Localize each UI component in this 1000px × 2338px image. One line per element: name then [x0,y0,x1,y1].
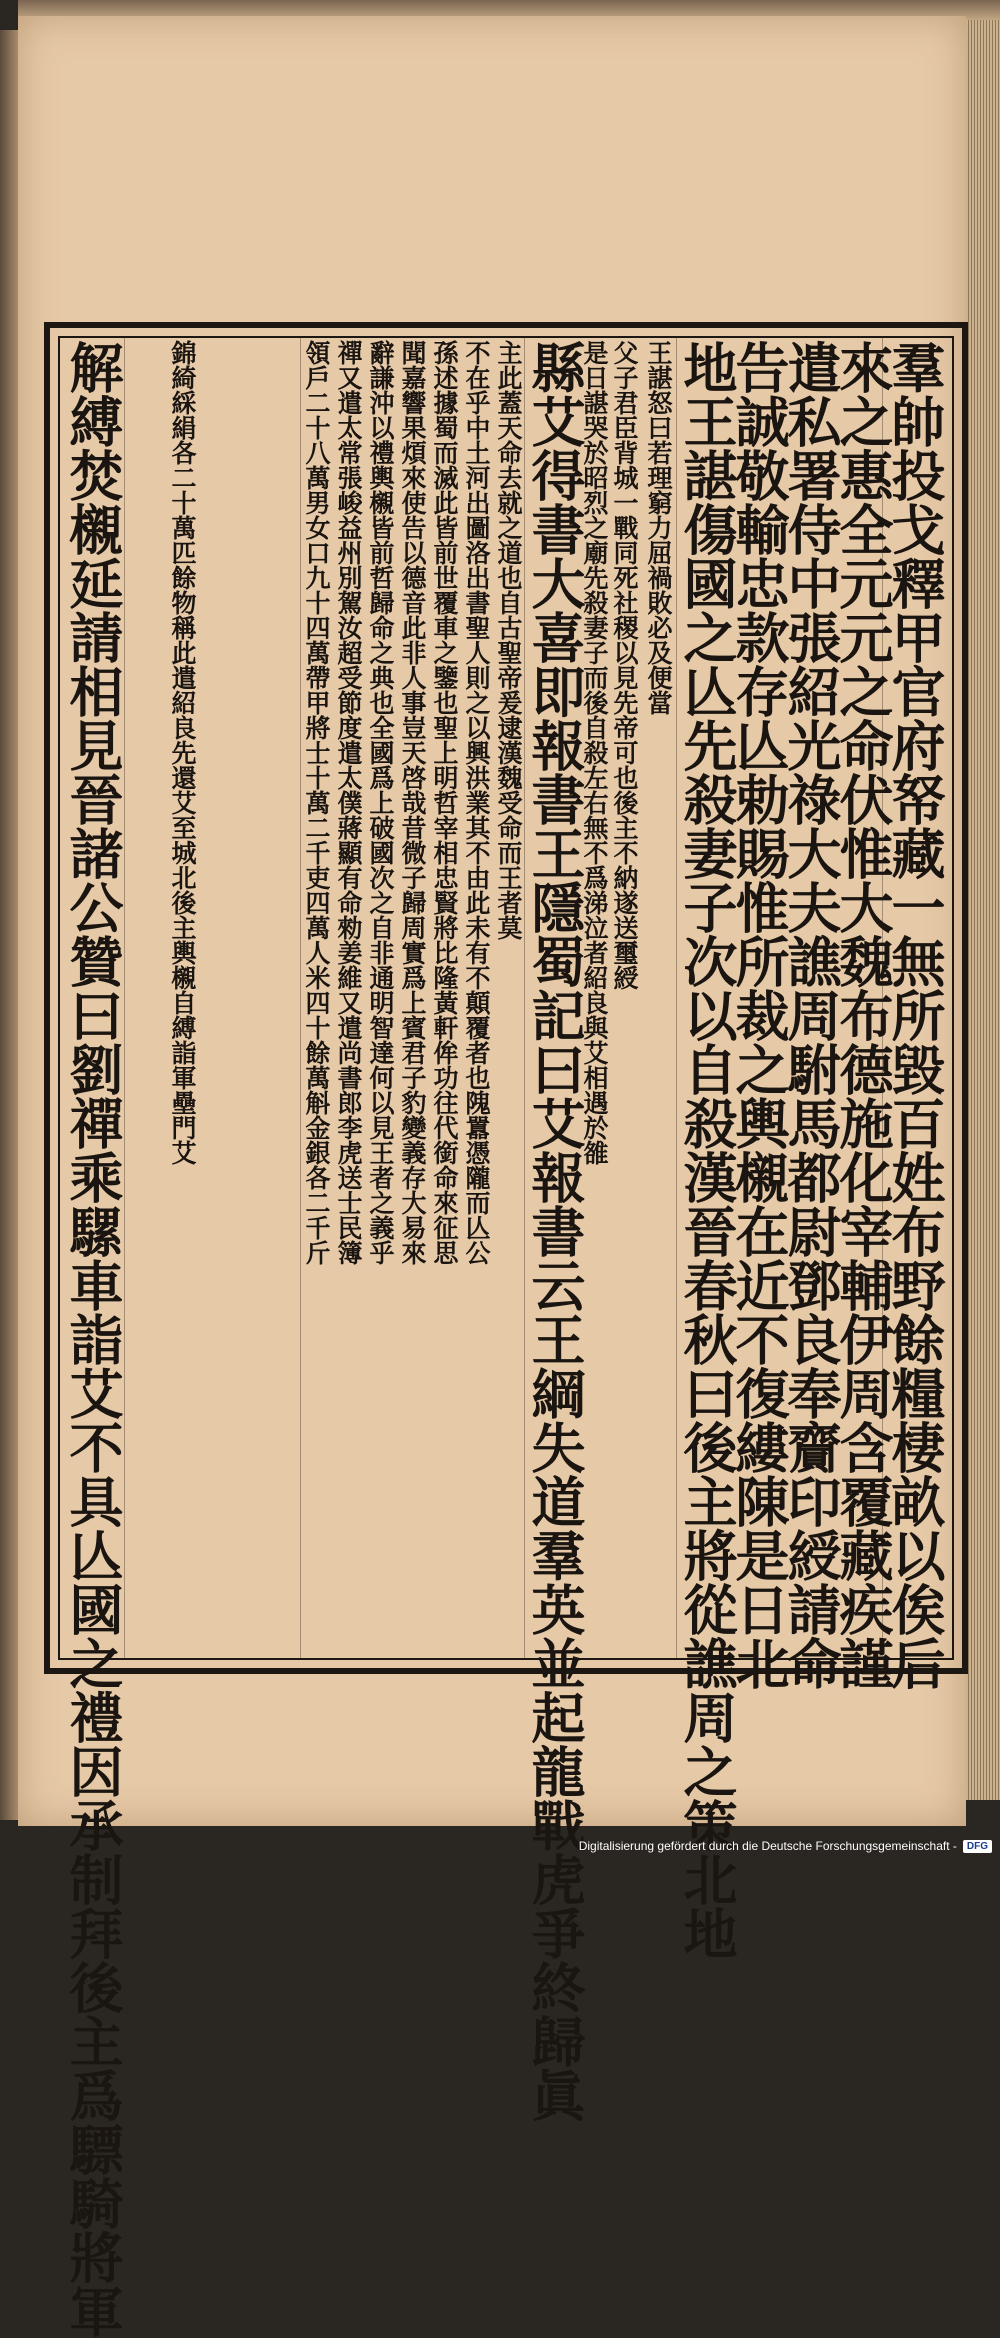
text-column-10: 主此蓋天命去就之道也自古聖帝爰逮漢魏受命而王者莫 [494,340,523,940]
dfg-logo: DFG [963,1840,992,1853]
text-column-15: 禪又遣太常張峻益州別駕汝超受節度遣太僕蔣顯有命勑姜維又遣尚書郎李虎送士民簿 [334,340,363,1265]
text-column-4: 告誠敬輸忠款存亾勅賜惟所裁之輿櫬在近不復縷陳是日北 [727,340,791,1690]
column-rule [524,336,525,1660]
text-column-17: 錦綺綵絹各二十萬匹餘物稱此遣紹良先還艾至城北後主輿櫬自縛詣軍壘門艾 [168,340,197,1165]
page-edges [966,20,1000,1800]
text-column-3: 遣私署侍中張紹光祿大夫譙周駙馬都尉鄧良奉齎印綬請命 [779,340,843,1690]
text-column-6: 王諶怒曰若理窮力屈禍敗必及便當 [644,340,673,715]
text-column-12: 孫述據蜀而滅此皆前世覆車之鑒也聖上明哲宰相忠賢將比隆黃軒侔功往代銜命來征思 [430,340,459,1265]
text-column-14: 辭謙沖以禮輿櫬皆前哲歸命之典也全國爲上破國次之自非通明智達何以見王者之義乎 [366,340,395,1265]
text-column-18: 解縛焚櫬延請相見晉諸公贊曰劉禪乘騾車詣艾不具亾國之禮因承制拜後主爲驃騎將軍 [61,340,125,2338]
text-column-13: 聞嘉響果煩來使告以德音此非人事豈天啓哉昔微子歸周實爲上賓君子豹變義存大易來 [398,340,427,1265]
text-column-11: 不在乎中土河出圖洛出書聖人則之以興洪業其不由此未有不顛覆者也隗囂憑隴而亾公 [462,340,491,1265]
text-column-9: 縣艾得書大喜即報書王隱蜀記曰艾報書云王綱失道羣英並起龍戰虎爭終歸眞 [523,340,587,2122]
text-column-7: 父子君臣背城一戰同死社稷以見先帝可也後主不納遂送璽綬 [610,340,639,990]
credit-text: Digitalisierung gefördert durch die Deutsche Forschungsgemeinschaft - [578,1839,957,1853]
digitization-credit [579,1836,992,1856]
text-column-8: 是日諶哭於昭烈之廟先殺妻子而後自殺左右無不爲涕泣者紹良與艾相遇於雒 [580,340,609,1165]
text-column-5: 地王諶傷國之亾先殺妻子次以自殺漢晉春秋曰後主將從譙周之策北地 [675,340,739,1960]
text-column-2: 來之惠全元元之命伏惟大魏布德施化宰輔伊周含覆藏疾謹 [831,340,895,1690]
column-rule [300,336,301,1660]
text-column-16: 領戶二十八萬男女口九十四萬帶甲將士十萬二千吏四萬人米四十餘萬斛金銀各二千斤 [302,340,331,1265]
column-rule [882,336,883,1660]
column-rule [676,336,677,1660]
column-rule [124,336,125,1660]
text-column-1: 羣帥投戈釋甲官府帑藏一無所毀百姓布野餘糧棲畝以俟后 [883,340,947,1690]
